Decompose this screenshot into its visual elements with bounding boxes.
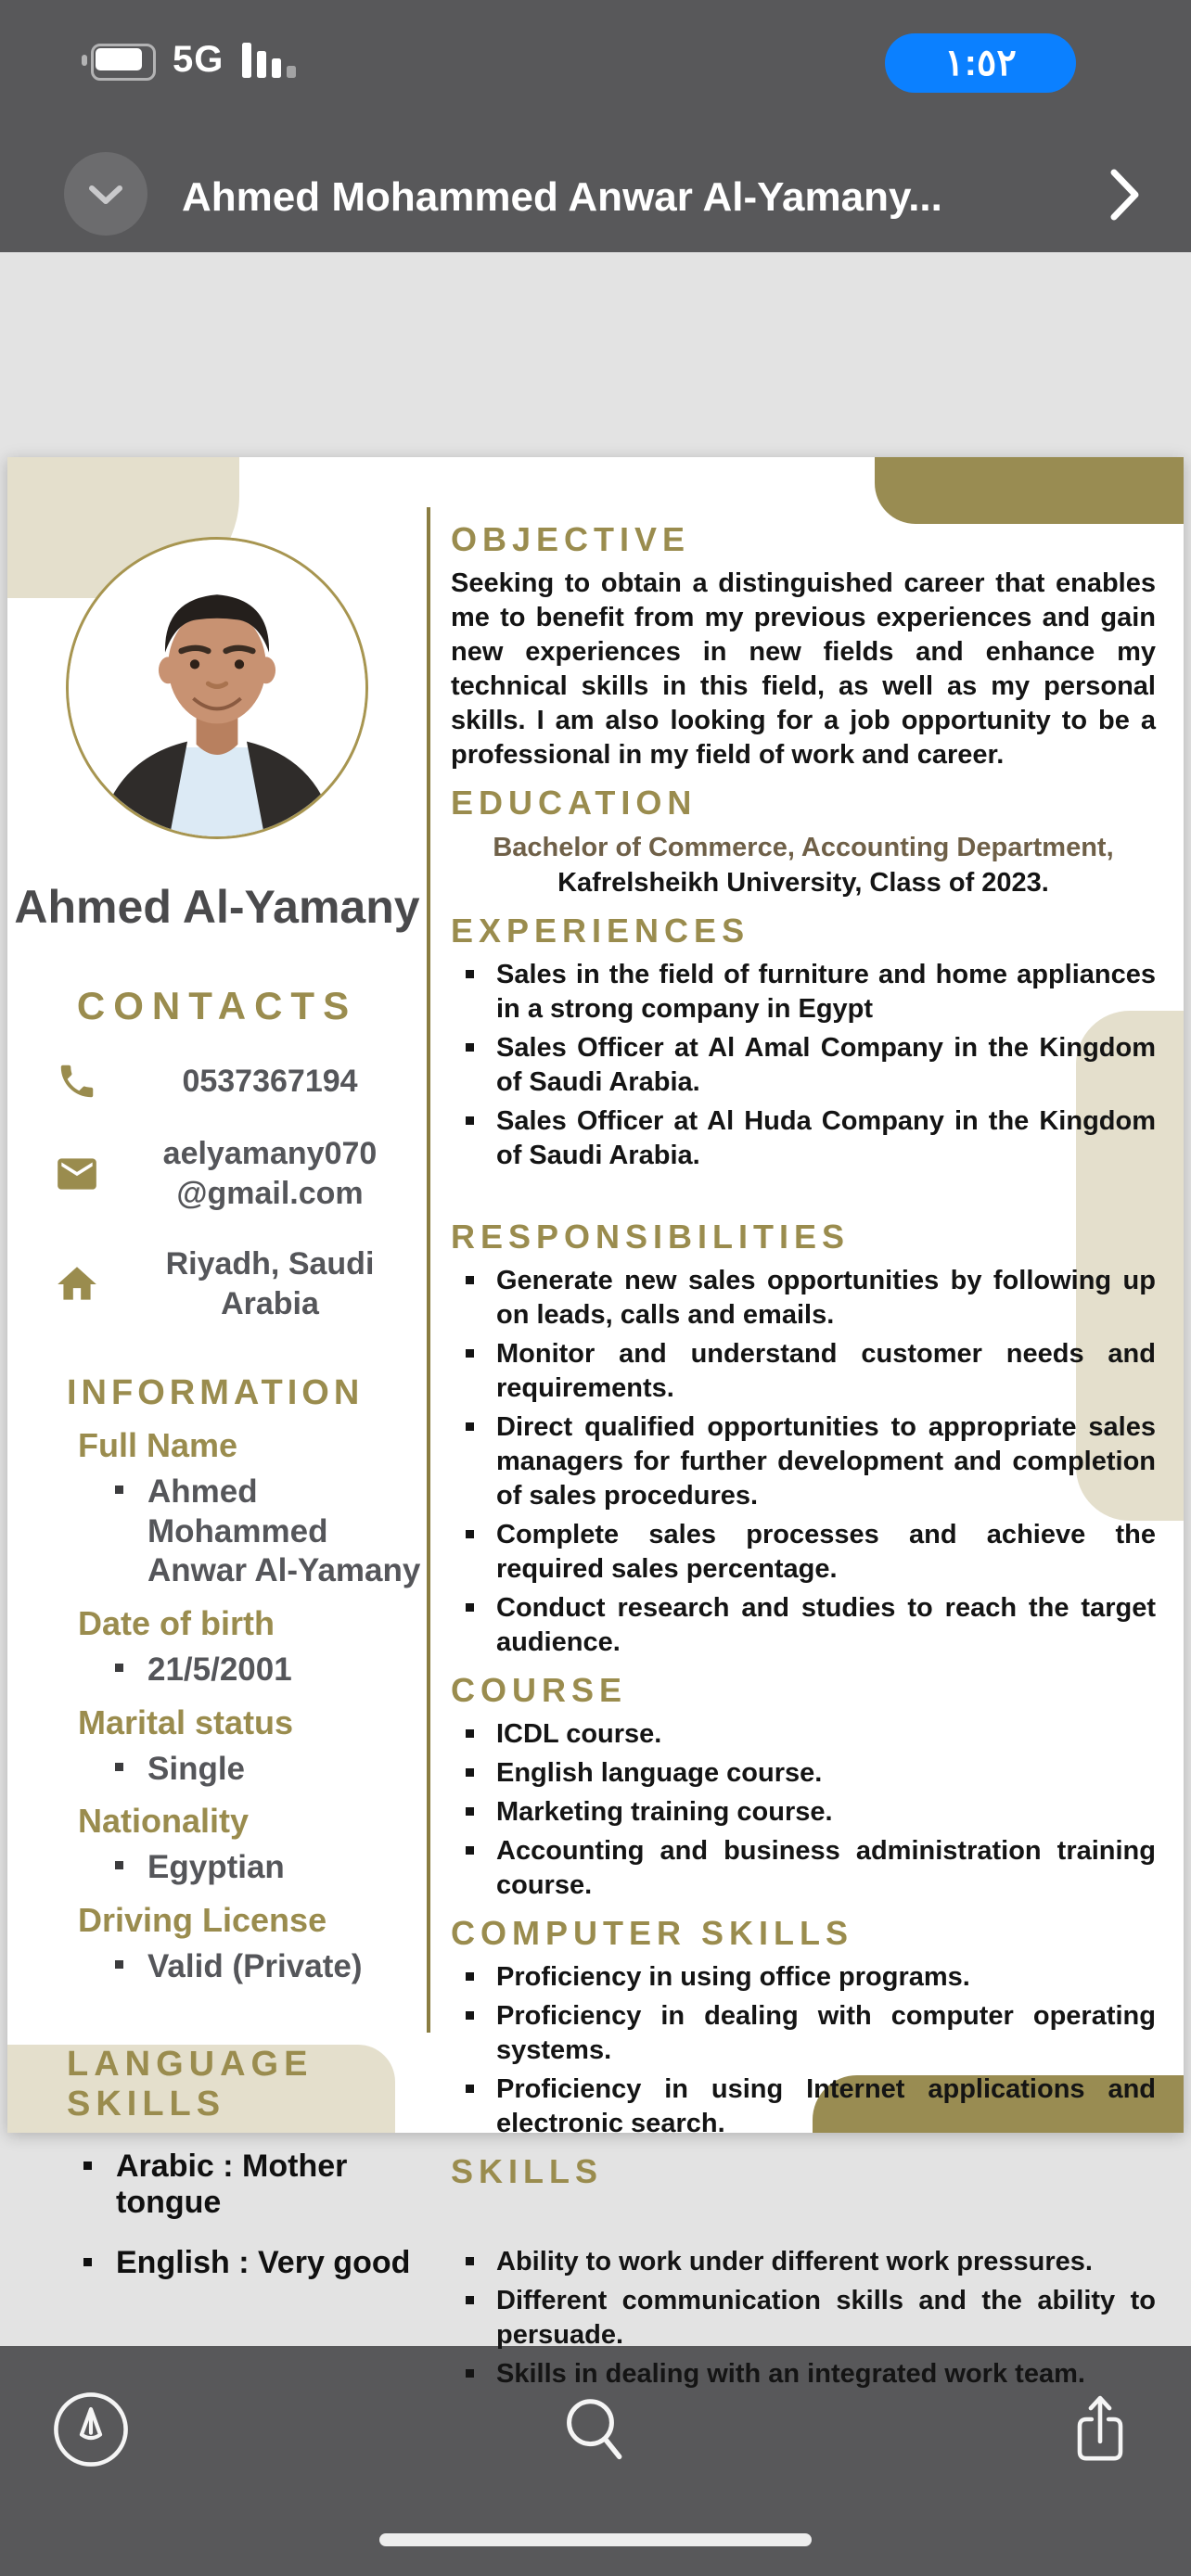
- contact-location-row: [7, 1244, 427, 1323]
- square-bullet: [466, 2296, 474, 2304]
- square-bullet: [115, 1861, 123, 1869]
- square-bullet: [115, 1960, 123, 1969]
- list-item: Sales Officer at Al Huda Company in the Kingdom of Saudi Arabia.: [451, 1104, 1156, 1173]
- info-value: Ahmed Mohammed Anwar Al-Yamany: [147, 1473, 421, 1589]
- top-bar: [0, 0, 1191, 252]
- info-value: 21/5/2001: [147, 1651, 292, 1689]
- markup-button[interactable]: [45, 2383, 137, 2476]
- email-address: [147, 1134, 393, 1213]
- network-type-label: 5G: [173, 39, 224, 80]
- square-bullet: [466, 2257, 474, 2265]
- square-bullet: [115, 1486, 123, 1494]
- square-bullet: [466, 1116, 474, 1125]
- square-bullet: [466, 1603, 474, 1612]
- language-skills-heading: LANGUAGE SKILLS: [67, 2044, 314, 2123]
- portrait-illustration: [69, 540, 365, 836]
- list-item: ICDL course.: [451, 1717, 1156, 1752]
- list-item: English language course.: [451, 1756, 1156, 1791]
- square-bullet: [466, 1043, 474, 1052]
- info-field-full-name: [7, 1426, 427, 1591]
- cv-page: [7, 457, 1184, 2389]
- square-bullet: [466, 1276, 474, 1284]
- square-bullet: [466, 2369, 474, 2378]
- location-line-2: Arabia: [221, 1285, 319, 1321]
- education-text: [451, 830, 1156, 900]
- square-bullet: [466, 1729, 474, 1738]
- list-item: Ability to work under different work pressures.: [451, 2245, 1156, 2279]
- cv-sidebar: [7, 457, 427, 2280]
- info-value: Egyptian: [147, 1849, 285, 1886]
- contact-phone-row: [7, 1060, 427, 1103]
- square-bullet: [115, 1763, 123, 1771]
- profile-photo: [66, 537, 368, 839]
- experiences-list: [451, 958, 1156, 1173]
- home-icon: [7, 1261, 147, 1307]
- list-item: Sales Officer at Al Amal Company in the Kingdom of Saudi Arabia.: [451, 1031, 1156, 1100]
- list-item: Skills in dealing with an integrated work team.: [451, 2357, 1156, 2391]
- location-line-1: Riyadh, Saudi: [165, 1246, 375, 1282]
- language-item: Arabic : Mother tongue: [7, 2149, 427, 2221]
- markup-pen-icon: [50, 2385, 132, 2474]
- computer-skills-list: [451, 1960, 1156, 2141]
- list-item: Complete sales processes and achieve the required sales percentage.: [451, 1518, 1156, 1587]
- computer-skills-heading: COMPUTER SKILLS: [451, 1914, 854, 1952]
- email-icon: [7, 1151, 147, 1197]
- location-text: [147, 1244, 393, 1323]
- document-title: Ahmed Mohammed Anwar Al-Yamany...: [182, 174, 942, 220]
- square-bullet: [466, 1530, 474, 1538]
- status-bar: [0, 0, 1191, 143]
- info-field-marital: [7, 1703, 427, 1790]
- info-label: Full Name: [78, 1426, 238, 1464]
- list-item: Generate new sales opportunities by following up on leads, calls and emails.: [451, 1264, 1156, 1333]
- education-degree: Bachelor of Commerce, Accounting Department,: [493, 833, 1114, 862]
- info-field-dob: [7, 1604, 427, 1690]
- list-item: Monitor and understand customer needs and requirements.: [451, 1337, 1156, 1406]
- info-value: Valid (Private): [147, 1948, 363, 1985]
- objective-heading: OBJECTIVE: [451, 520, 691, 558]
- info-label: Date of birth: [78, 1604, 275, 1643]
- info-value: Single: [147, 1750, 246, 1787]
- forward-button[interactable]: [1085, 156, 1163, 234]
- list-item: Direct qualified opportunities to appropriate sales managers for further development and completion of sales procedures.: [451, 1410, 1156, 1513]
- square-bullet: [466, 970, 474, 978]
- contacts-heading: CONTACTS: [76, 984, 358, 1027]
- list-item: Sales in the field of furniture and home appliances in a strong company in Egypt: [451, 958, 1156, 1027]
- list-item: Proficiency in dealing with computer operating systems.: [451, 1999, 1156, 2068]
- responsibilities-list: [451, 1264, 1156, 1660]
- course-list: [451, 1717, 1156, 1903]
- responsibilities-heading: RESPONSIBILITIES: [451, 1218, 851, 1256]
- language-item: English : Very good: [7, 2245, 427, 2281]
- email-line-1: aelyamany070: [162, 1136, 378, 1171]
- objective-text: Seeking to obtain a distinguished career that enables me to benefit from my previous experiences and gain new experiences in new fields and enhance my technical skills in this field, as well as my personal skills. I am also looking for a job opportunity to be a professional in my field of work and career.: [451, 568, 1156, 770]
- contact-email-row: [7, 1134, 427, 1213]
- list-item: Marketing training course.: [451, 1795, 1156, 1830]
- square-bullet: [466, 1422, 474, 1431]
- search-button[interactable]: [549, 2383, 642, 2476]
- square-bullet: [466, 1972, 474, 1981]
- list-item: Accounting and business administration training course.: [451, 1834, 1156, 1903]
- phone-number: 0537367194: [182, 1063, 358, 1099]
- course-heading: COURSE: [451, 1671, 628, 1709]
- list-item: Proficiency in using Internet applications and electronic search.: [451, 2072, 1156, 2141]
- square-bullet: [83, 2258, 92, 2266]
- share-icon: [1059, 2385, 1141, 2474]
- search-icon: [555, 2385, 636, 2474]
- square-bullet: [466, 2011, 474, 2020]
- square-bullet: [466, 1807, 474, 1816]
- square-bullet: [466, 1349, 474, 1358]
- clock-time: ١:٥٢: [944, 43, 1017, 83]
- education-school: Kafrelsheikh University, Class of 2023.: [557, 868, 1049, 898]
- list-item: Proficiency in using office programs.: [451, 1960, 1156, 1995]
- list-item: Different communication skills and the ability to persuade.: [451, 2284, 1156, 2353]
- info-field-nationality: [7, 1802, 427, 1888]
- education-heading: EDUCATION: [451, 784, 698, 822]
- status-left-cluster: [82, 39, 296, 81]
- info-label: Driving License: [78, 1901, 327, 1940]
- candidate-name: Ahmed Al-Yamany: [14, 881, 420, 933]
- info-field-license: [7, 1901, 427, 1987]
- cv-main: [430, 457, 1184, 2389]
- share-button[interactable]: [1054, 2383, 1146, 2476]
- preview-canvas[interactable]: [0, 252, 1191, 2389]
- battery-icon: [82, 44, 154, 77]
- email-line-2: @gmail.com: [176, 1175, 364, 1211]
- chevron-down-icon: [83, 172, 128, 216]
- square-bullet: [466, 1846, 474, 1855]
- list-item: Conduct research and studies to reach the target audience.: [451, 1591, 1156, 1660]
- chevron-right-icon: [1098, 161, 1150, 228]
- square-bullet: [466, 1768, 474, 1777]
- info-label: Marital status: [78, 1702, 294, 1741]
- information-heading: INFORMATION: [67, 1373, 365, 1412]
- square-bullet: [115, 1664, 123, 1672]
- home-indicator[interactable]: [379, 2533, 812, 2546]
- info-label: Nationality: [78, 1802, 250, 1841]
- time-pill: [885, 33, 1076, 93]
- skills-heading: SKILLS: [451, 2152, 604, 2190]
- cellular-signal-icon: [242, 43, 296, 78]
- phone-icon: [7, 1060, 147, 1103]
- collapse-button[interactable]: [64, 152, 147, 236]
- square-bullet: [466, 2085, 474, 2093]
- skills-list: [451, 2245, 1156, 2391]
- experiences-heading: EXPERIENCES: [451, 912, 750, 950]
- document-header: [0, 143, 1191, 252]
- square-bullet: [83, 2162, 92, 2170]
